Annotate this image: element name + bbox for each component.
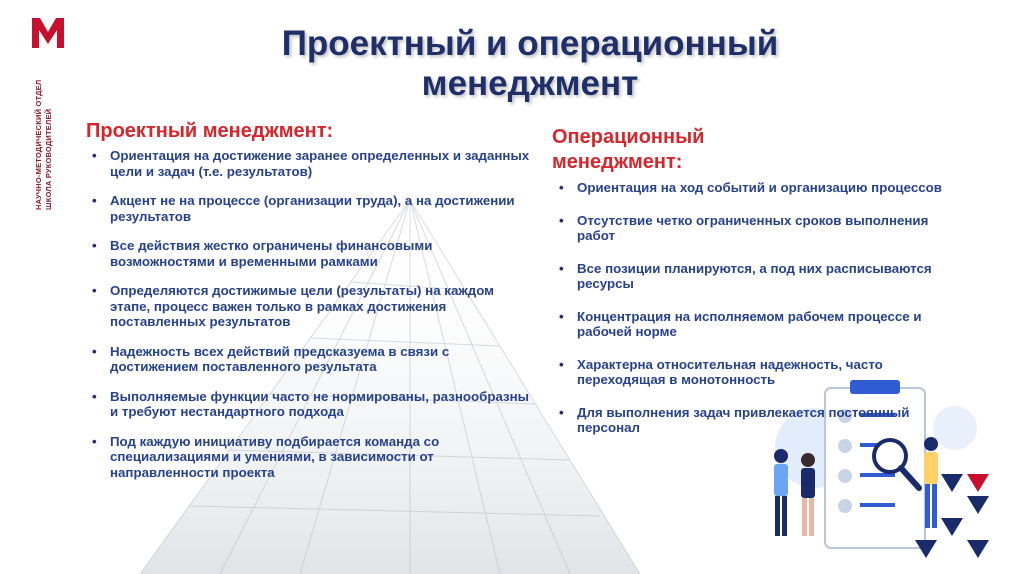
- list-item: • Выполняемые функции часто не нормированы, разнообразны и требуют нестандартного подхода: [86, 389, 531, 420]
- operational-management-heading: [552, 125, 704, 175]
- list-item: • Все действия жестко ограничены финансовыми возможностями и временными рамками: [86, 238, 531, 269]
- list-item: • Надежность всех действий предсказуема в связи с достижением поставленного результата: [86, 344, 531, 375]
- organization-line-2: ШКОЛА РУКОВОДИТЕЛЕЙ: [44, 108, 53, 210]
- title-line-2: менеджмент: [421, 64, 639, 103]
- list-item: • Отсутствие четко ограниченных сроков выполнения работ: [553, 213, 953, 244]
- list-item: • Все позиции планируются, а под них расписываются ресурсы: [553, 261, 953, 292]
- brand-logo-icon: [30, 14, 66, 50]
- heading-line-1: Операционный: [552, 126, 705, 148]
- organization-label: [28, 60, 64, 210]
- operational-management-list: [553, 180, 953, 453]
- list-item: • Ориентация на достижение заранее определенных и заданных цели и задач (т.е. результатов): [86, 148, 531, 179]
- list-item: • Ориентация на ход событий и организацию процессов: [553, 180, 953, 196]
- project-management-heading: Проектный менеджмент:: [86, 120, 334, 142]
- heading-line-2: менеджмент:: [552, 151, 683, 173]
- list-item: • Характерна относительная надежность, часто переходящая в монотонность: [553, 357, 953, 388]
- list-item: • Под каждую инициативу подбирается команда со специализациями и умениями, в зависимости от направленности проекта: [86, 434, 531, 481]
- list-item: • Концентрация на исполняемом рабочем процессе и рабочей норме: [553, 309, 953, 340]
- list-item: • Определяются достижимые цели (результаты) на каждом этапе, процесс важен только в рамках достижения поставленных результатов: [86, 283, 531, 330]
- title-line-1: Проектный и операционный: [281, 24, 779, 63]
- project-management-list: [86, 148, 531, 494]
- page-title: [180, 24, 880, 104]
- list-item: • Акцент не на процессе (организации труда), а на достижении результатов: [86, 193, 531, 224]
- organization-line-1: НАУЧНО-МЕТОДИЧЕСКИЙ ОТДЕЛ: [34, 79, 43, 210]
- list-item: • Для выполнения задач привлекается постоянный персонал: [553, 405, 953, 436]
